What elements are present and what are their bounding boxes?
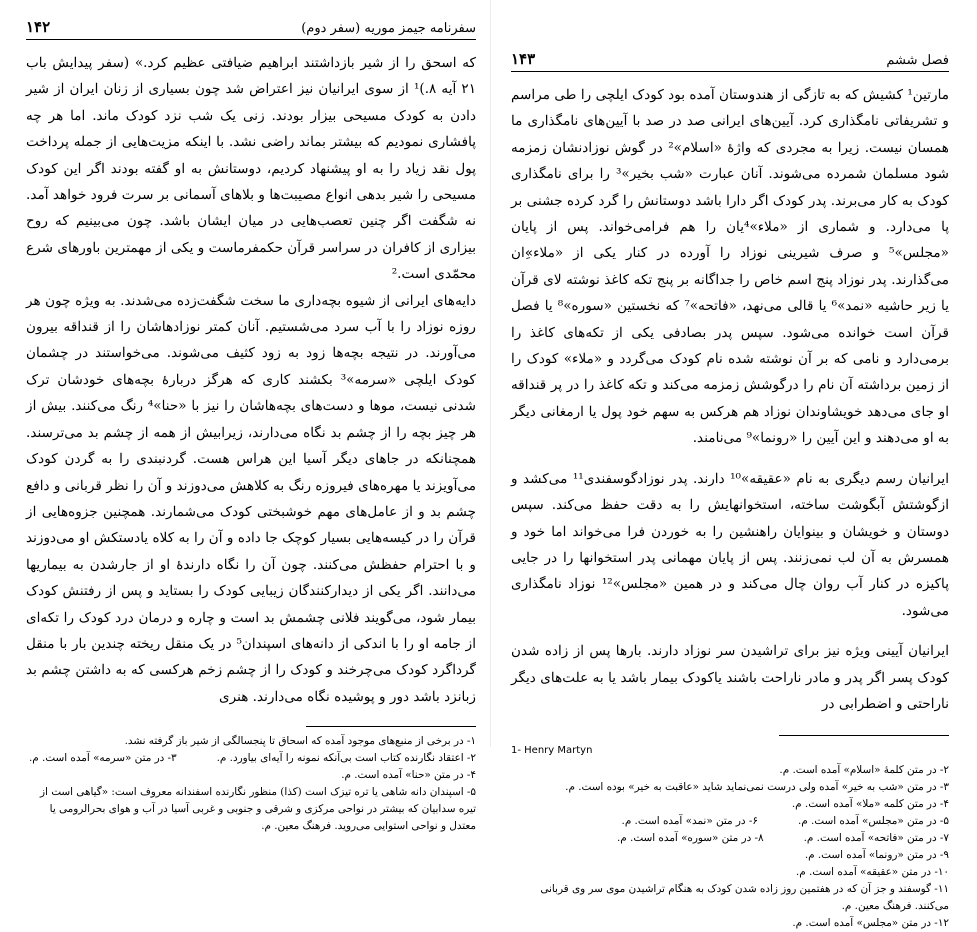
right-footnote-9: ۹- در متن «رونما» آمده است. م. bbox=[804, 849, 949, 862]
left-page-number: ۱۴۲ bbox=[26, 18, 51, 36]
left-paragraph-2: دایه‌های ایرانی از شیوه بچه‌داری ما سخت شگفت‌زده می‌شدند. به ویژه چون هر روزه نوزاد را با آب سرد می‌شستیم. آنان کمتر نوزادهاشان را از قنداقه بیرون می‌آورند. در نتیجه بچه‌ها زود به زود کثیف می‌شوند. می‌خواستند در چشمان کودک ایلچی «سرمه»³ بکشند کاری که هرگز دربارهٔ بچه‌های خودشان ترک شدنی نیست، موها و دست‌های بچه‌هاشان را نیز با «حنا»⁴ رنگ می‌کنند. بیش از هر چیز بچه را از چشم بد نگاه می‌دارند، زیرابیش از همه از چشم بد می‌ترسند. همچنانکه در جاهای دیگر آسیا این هراس هست. گردنبندی را به گردن کودک می‌آویزند یا مهره‌های فیروزه رنگ به کلاهش می‌دوزند و آن را نظر قربانی و دافع چشم بد و از عامل‌های مهم خوشبختی کودک می‌شمارند. همچنین جزوه‌هایی از قرآن را در کیسه‌هایی بسیار کوچک جا داده و آن را به کلاه یادستکش او می‌دوزند و با احترام حفظش می‌کنند. چون آن را نگاه دارندهٔ او از جارشدن به بیماریها می‌دانند. اگر یکی از دیدارکنندگان زیبایی کودک را بستاید و پس از رفتنش کودک بیمار شود، می‌گویند فلانی چشمش بد است و چاره و درمان درد کودک را تکه‌ای از جامه او را با اندکی از دانه‌های اسپندان⁵ در یک منقل ریخته چندین بار با منقل گرداگرد کودک می‌چرخند و کودک را از چشم زخم هرکسی که به داشتن چشم بد زبانزد باشد دور و پوشیده نگاه می‌دارند. هنری bbox=[26, 292, 476, 705]
left-footnote-row bbox=[26, 750, 476, 767]
left-footnote-2: ۲- اعتقاد نگارنده کتاب است بی‌آنکه نمونه را آیه‌ای بیاورد. م. bbox=[216, 752, 476, 765]
right-footnote-2: ۲- در متن کلمهٔ «اسلام» آمده است. م. bbox=[779, 764, 949, 777]
right-page-header bbox=[511, 50, 949, 72]
right-page bbox=[490, 0, 977, 930]
left-footnote-1: ۱- در برخی از منبع‌های موجود آمده که اسحاق تا پنجسالگی از شیر باز گرفته نشد. bbox=[124, 735, 476, 748]
right-footnote-5: ۵- در متن «مجلس» آمده است. م. bbox=[797, 815, 949, 828]
right-footnote-10: ۱۰- در متن «عقیقه» آمده است. م. bbox=[795, 866, 949, 879]
right-paragraph-2: ایرانیان رسم دیگری به نام «عقیقه»¹⁰ دارند. پدر نوزادگوسفندی¹¹ می‌کشد و ازگوشتش آبگوشت ساخته، استخوانهایش را به دقت حفظ می‌کند. سپس دوستان و خویشان و بینوایان راهنشین را به خوردن فرا می‌خواند اما خود و همسرش به آن لب نمی‌زنند. پس از پایان مهمانی پدر استخوانها را در جایی پاکیزه در کنار آب روان چال می‌کند و در همین «مجلس»¹² نوزاد نامگذاری می‌شود. bbox=[511, 470, 949, 619]
left-footnote-3: ۳- در متن «سرمه» آمده است. م. bbox=[28, 752, 177, 765]
right-footnote-6: ۶- در متن «نمد» آمده است. م. bbox=[621, 815, 758, 828]
right-footnote-rule bbox=[779, 735, 949, 736]
right-footnote-1: 1- Henry Martyn bbox=[511, 745, 593, 757]
right-footnote-row-a bbox=[511, 813, 949, 830]
left-footnote-rule bbox=[306, 726, 476, 727]
right-footnote-12: ۱۲- در متن «مجلس» آمده است. م. bbox=[792, 917, 949, 930]
left-footnotes bbox=[26, 733, 476, 835]
left-page-header bbox=[26, 18, 476, 40]
right-body-text bbox=[511, 82, 949, 717]
right-footnote-11: ۱۱- گوسفند و جز آن که در هفتمین روز زاده شدن کودک به هنگام تراشیدن موی سر وی قربانی می‌کنند. فرهنگ معین. م. bbox=[540, 883, 949, 913]
left-body-text bbox=[26, 50, 476, 710]
right-footnote-8: ۸- در متن «سوره» آمده است. م. bbox=[616, 832, 764, 845]
right-footnote-4: ۴- در متن کلمه «ملا» آمده است. م. bbox=[791, 798, 949, 811]
left-footnote-4: ۴- در متن «حنا» آمده است. م. bbox=[341, 769, 476, 782]
right-footnotes bbox=[511, 742, 949, 932]
right-running-title: فصل ششم bbox=[886, 53, 949, 68]
right-paragraph-1: مارتین¹ کشیش که به تازگی از هندوستان آمده بود کودک ایلچی را طی مراسم و تشریفاتی نامگذاری کرد. آیین‌های ایرانی صد در صد با آیین‌های نامگذاری ما همسان نیست. زیرا به مجردی که واژهٔ «اسلام»² در گوش نوزادنشان زمزمه شود مسلمان شمرده می‌شوند. آنان عبارت «شب بخیر»³ را برای نامگذاری کودک به کار می‌برند. پدر کودک اگر دارا باشد دوستانش را گرد کرده جشنی بر پا می‌دارد. و شماری از «ملاء»⁴یان را هم فرامی‌خواند. پس از پایان «مجلس»⁵ و صرف شیرینی نوزاد را آورده در کنار یکی از «ملاء»ِ‌ان می‌گذارند. پدر نوزاد پنج اسم خاص را جداگانه بر پنج تکه کاغذ نوشته لای قرآن یا زیر حاشیه «نمد»⁶ یا قالی می‌نهد، «فاتحه»⁷ که نخستین «سوره»⁸ یا فصل قرآن است خوانده می‌شود. سپس پدر بصادفی یکی از تکه‌های کاغذ را برمی‌دارد و نامی که بر آن نوشته شده نام کودک می‌گردد و «ملاء» کودک را از زمین برداشته آن نام را درگوشش زمزمه می‌کند و تکه کاغذ را در پر قنداقه او جای می‌دهد خویشاوندان نوزاد هم هرکس به سهم خود پول یا ارمغانی دیگر به او می‌دهند و این آیین را «رونما»⁹ می‌نامند. bbox=[511, 87, 949, 447]
right-footnote-row-b bbox=[511, 830, 949, 847]
left-running-title: سفرنامه جیمز موریه (سفر دوم) bbox=[301, 21, 476, 36]
right-paragraph-3: ایرانیان آیینی ویژه نیز برای تراشیدن سر نوزاد دارند. بارها پس از زاده شدن کودک پسر اگر پدر و مادر ناراحت باشند یاکودک بیمار باشد یا به علت‌های دیگر ناراحتی و اضطرابی در bbox=[511, 643, 949, 712]
left-footnote-5: ۵- اسپندان دانه شاهی یا تره تیزک است (کذا) منظور نگارنده اسفندانه معروف است: «گیاهی است از تیره سدابیان که بیشتر در نواحی مرکزی و شرقی و جنوبی و غربی آسیا در آب و هوای بحرالرومی یا معتدل و نواحی استوایی می‌روید. فرهنگ معین. م. bbox=[40, 786, 476, 833]
right-page-number: ۱۴۳ bbox=[511, 50, 536, 68]
right-footnote-3: ۳- در متن «شب به خیر» آمده ولی درست نمی‌نماید شاید «عاقبت به خیر» بوده است. م. bbox=[565, 781, 949, 794]
right-footnote-7: ۷- در متن «فاتحه» آمده است. م. bbox=[803, 832, 949, 845]
left-page bbox=[0, 0, 490, 833]
left-paragraph-1: که اسحق را از شیر بازداشتند ابراهیم ضیافتی عظیم کرد.» (سفر پیدایش باب ۲۱ آیه ۸.)¹ از سوی ایرانیان نیز اعتراض شد چون بسیاری از زنان ایران از شیر دادن به کودک مسیحی بیزار بودند. زنی یک شب نزد کودک ماند. اما هر چه پافشاری نمودیم که بیشتر بماند راضی نشد. با اینکه مزیت‌هایی از جمله پرداخت پول نقد زیاد را به او پیشنهاد کردیم، دوستانش به او گفته بودند اگر این کودک مسیحی را شیر بدهی انواع مصیبت‌ها و بلاهای آسمانی بر سرت فرود خواهد آمد. نه شگفت اگر چنین تعصب‌هایی در میان ایشان باشد. چون می‌بینیم که روح بیزاری از کافران در سراسر قرآن حکمفرماست و یکی از مهمترین باورهای شرع محمّدی است.² bbox=[26, 55, 476, 283]
